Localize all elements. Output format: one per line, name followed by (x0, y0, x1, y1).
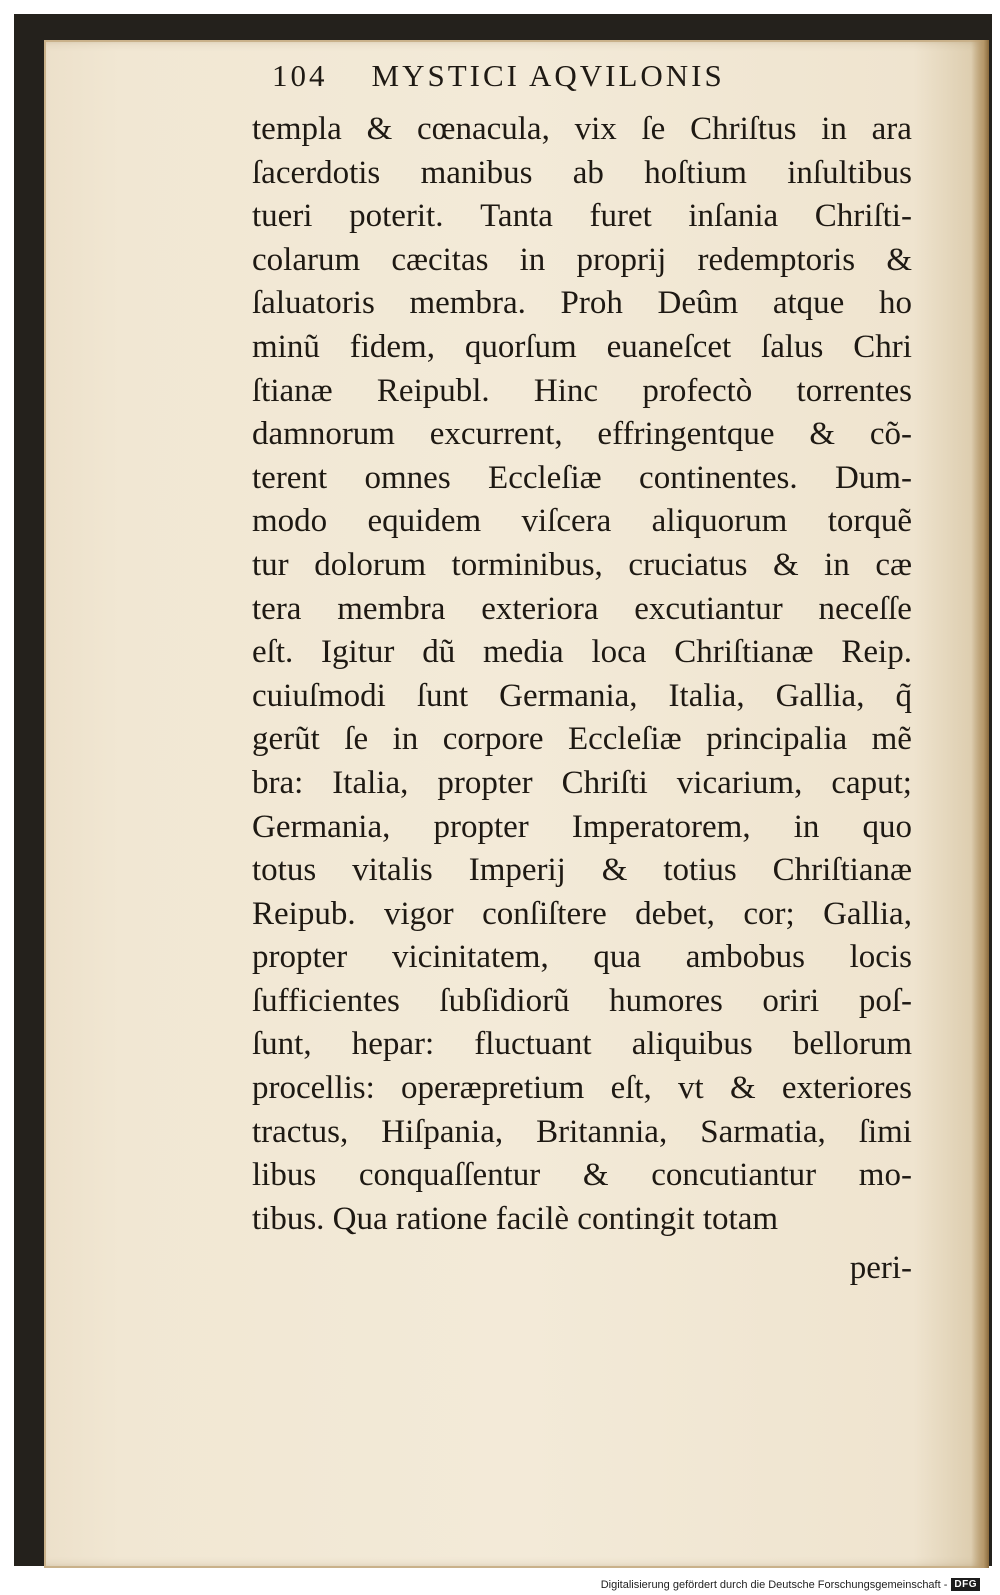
text-line (252, 457, 912, 501)
word: Eccleſiæ (488, 459, 602, 496)
word: operæpretium (401, 1070, 585, 1107)
word: manibus (420, 154, 533, 191)
word: profectò (642, 372, 753, 409)
word: propter (437, 764, 533, 801)
word: cruciatus (628, 546, 748, 583)
text-line (252, 675, 912, 719)
catchword: peri- (849, 1250, 912, 1287)
text-line (252, 152, 912, 196)
word: principalia (706, 721, 848, 758)
word: aliquibus (631, 1026, 753, 1063)
word: Italia, (332, 764, 409, 801)
page-number: 104 (272, 58, 328, 93)
word: effringentque (597, 416, 775, 453)
word: dũ (422, 634, 456, 671)
word: bellorum (792, 1026, 912, 1063)
word: Tanta (480, 198, 553, 235)
word: tractus, (252, 1113, 349, 1150)
word: corpore (442, 721, 544, 758)
word: bra: (252, 764, 304, 801)
text-line (252, 326, 912, 370)
text-line (252, 806, 912, 850)
word: excutiantur (634, 590, 783, 627)
word: tera (252, 590, 302, 627)
text-line (252, 544, 912, 588)
word: hepar: (351, 1026, 435, 1063)
word: in (519, 241, 546, 278)
word: quorſum (464, 328, 577, 365)
word: proprij (576, 241, 667, 278)
text-line (252, 631, 912, 675)
word: in (793, 808, 820, 845)
word: Gallia, (775, 677, 865, 714)
word: ambobus (685, 939, 805, 976)
word: caput; (831, 764, 912, 801)
text-line (252, 588, 912, 632)
word: vt (678, 1070, 704, 1107)
word: Germania, (499, 677, 638, 714)
word: gerũt (252, 721, 320, 758)
word: ſalus (761, 328, 824, 365)
word: minũ (252, 328, 320, 365)
word: propter (433, 808, 529, 845)
word: inſultibus (787, 154, 912, 191)
word: cuiuſmodi (252, 677, 386, 714)
word: cæcitas (391, 241, 489, 278)
word: vicinitatem, (392, 939, 549, 976)
word: & (729, 1070, 756, 1107)
text-line (252, 849, 912, 893)
word: torquẽ (827, 503, 912, 540)
word: Sarmatia, (700, 1113, 826, 1150)
digitization-credit (601, 1578, 980, 1591)
word: terent (252, 459, 328, 496)
word: Igitur (321, 634, 395, 671)
word: ſtianæ (252, 372, 333, 409)
word: Eccleſiæ (567, 721, 682, 758)
word: mo- (858, 1157, 912, 1194)
text-line (252, 413, 912, 457)
word: Gallia, (823, 895, 912, 932)
word: Imperatorem, (571, 808, 751, 845)
word: templa (252, 111, 342, 147)
word: conquaſſentur (358, 1157, 541, 1194)
word: & (886, 241, 912, 278)
word: oriri (762, 982, 820, 1019)
word: & (601, 852, 628, 889)
word: ſubſidiorũ (439, 982, 570, 1019)
word: debet, (635, 895, 715, 932)
word: tueri (252, 198, 313, 235)
word: cor; (743, 895, 795, 932)
word: ho (878, 285, 912, 322)
word: loca (591, 634, 647, 671)
word: exteriores (781, 1070, 912, 1107)
word: Reipub. (252, 895, 356, 932)
word: tur (252, 546, 289, 583)
word: hoſtium (644, 154, 747, 191)
word: ſacerdotis (252, 154, 381, 191)
word: in (392, 721, 419, 758)
word: poſ- (858, 982, 912, 1019)
word: vix (574, 111, 617, 147)
word: humores (609, 982, 723, 1019)
word: locis (849, 939, 912, 976)
word: Chri (853, 328, 912, 365)
word: eſt, (610, 1070, 652, 1107)
text-line (252, 1111, 912, 1155)
word: neceſſe (818, 590, 912, 627)
word: vigor (384, 895, 454, 932)
word: Britannia, (536, 1113, 668, 1150)
word: totus (252, 852, 317, 889)
text-line: tibus. Qua ratione facilè contingit totam (252, 1200, 779, 1237)
word: ſe (344, 721, 369, 758)
text-line (252, 893, 912, 937)
word: Chriſti- (814, 198, 912, 235)
word: Reip. (841, 634, 912, 671)
word: Hiſpania, (381, 1113, 504, 1150)
text-line (252, 239, 912, 283)
text-line (252, 980, 912, 1024)
text-line (252, 936, 912, 980)
word: ſufficientes (252, 982, 400, 1019)
word: mẽ (871, 721, 912, 758)
body-text (252, 108, 912, 1291)
word: Deûm (657, 285, 739, 322)
word: ab (572, 154, 604, 191)
word: fidem, (349, 328, 435, 365)
word: Italia, (668, 677, 745, 714)
page-edge (971, 40, 989, 1568)
word: damnorum (252, 416, 395, 453)
word: membra. (409, 285, 526, 322)
credit-text: Digitalisierung gefördert durch die Deutsche Forschungsgemeinschaft - (600, 1578, 948, 1591)
word: propter (252, 939, 348, 976)
word: redemptoris (697, 241, 856, 278)
word: furet (589, 198, 652, 235)
word: Reipubl. (376, 372, 490, 409)
word: eſt. (252, 634, 294, 671)
word: procellis: (252, 1070, 375, 1107)
running-title: MYSTICI AQVILONIS (371, 58, 725, 93)
word: euaneſcet (606, 328, 732, 365)
word: torminibus, (451, 546, 603, 583)
word: ſimi (858, 1113, 912, 1150)
word: modo (252, 503, 328, 540)
word: & (772, 546, 799, 583)
word: media (483, 634, 564, 671)
word: ſaluatoris (252, 285, 375, 322)
word: & (582, 1157, 609, 1194)
word: cœnacula, (416, 111, 550, 147)
word: quo (862, 808, 912, 845)
text-line (252, 108, 912, 152)
word: omnes (364, 459, 451, 496)
word: equidem (367, 503, 482, 540)
word: & (366, 111, 393, 147)
word: in (824, 546, 850, 583)
word: vicarium, (676, 764, 803, 801)
word: in (821, 111, 847, 147)
word: totius (663, 852, 737, 889)
word: ara (871, 111, 912, 147)
word: Chriſti (561, 764, 648, 801)
word: colarum (252, 241, 361, 278)
word: q̃ (895, 677, 912, 714)
word: ſunt (416, 677, 469, 714)
word: torrentes (796, 372, 912, 409)
word: exteriora (481, 590, 599, 627)
text-line (252, 370, 912, 414)
word: concutiantur (651, 1157, 817, 1194)
word: ſe (641, 111, 666, 147)
text-line (252, 1154, 912, 1198)
text-line (252, 762, 912, 806)
word: membra (337, 590, 446, 627)
text-line (252, 500, 912, 544)
word: libus (252, 1157, 317, 1194)
word: Chriſtianæ (772, 852, 912, 889)
word: atque (772, 285, 845, 322)
word: Germania, (252, 808, 391, 845)
running-header (272, 58, 832, 94)
word: viſcera (521, 503, 612, 540)
word: Chriſtianæ (674, 634, 814, 671)
word: ſunt, (252, 1026, 312, 1063)
word: cõ- (869, 416, 912, 453)
text-line (252, 195, 912, 239)
word: conſiſtere (482, 895, 607, 932)
word: poterit. (349, 198, 444, 235)
word: vitalis (352, 852, 433, 889)
word: qua (593, 939, 642, 976)
word: inſania (688, 198, 779, 235)
dfg-logo: DFG (951, 1578, 980, 1591)
word: continentes. (639, 459, 798, 496)
word: cæ (875, 546, 912, 583)
word: Hinc (533, 372, 599, 409)
word: & (809, 416, 836, 453)
word: dolorum (314, 546, 427, 583)
word: Dum- (834, 459, 912, 496)
word: aliquorum (651, 503, 788, 540)
word: fluctuant (474, 1026, 592, 1063)
word: excurrent, (429, 416, 563, 453)
text-line (252, 718, 912, 762)
text-line (252, 1023, 912, 1067)
word: Proh (560, 285, 623, 322)
text-line (252, 1067, 912, 1111)
text-line (252, 282, 912, 326)
word: Chriſtus (690, 111, 797, 147)
word: Imperij (468, 852, 566, 889)
